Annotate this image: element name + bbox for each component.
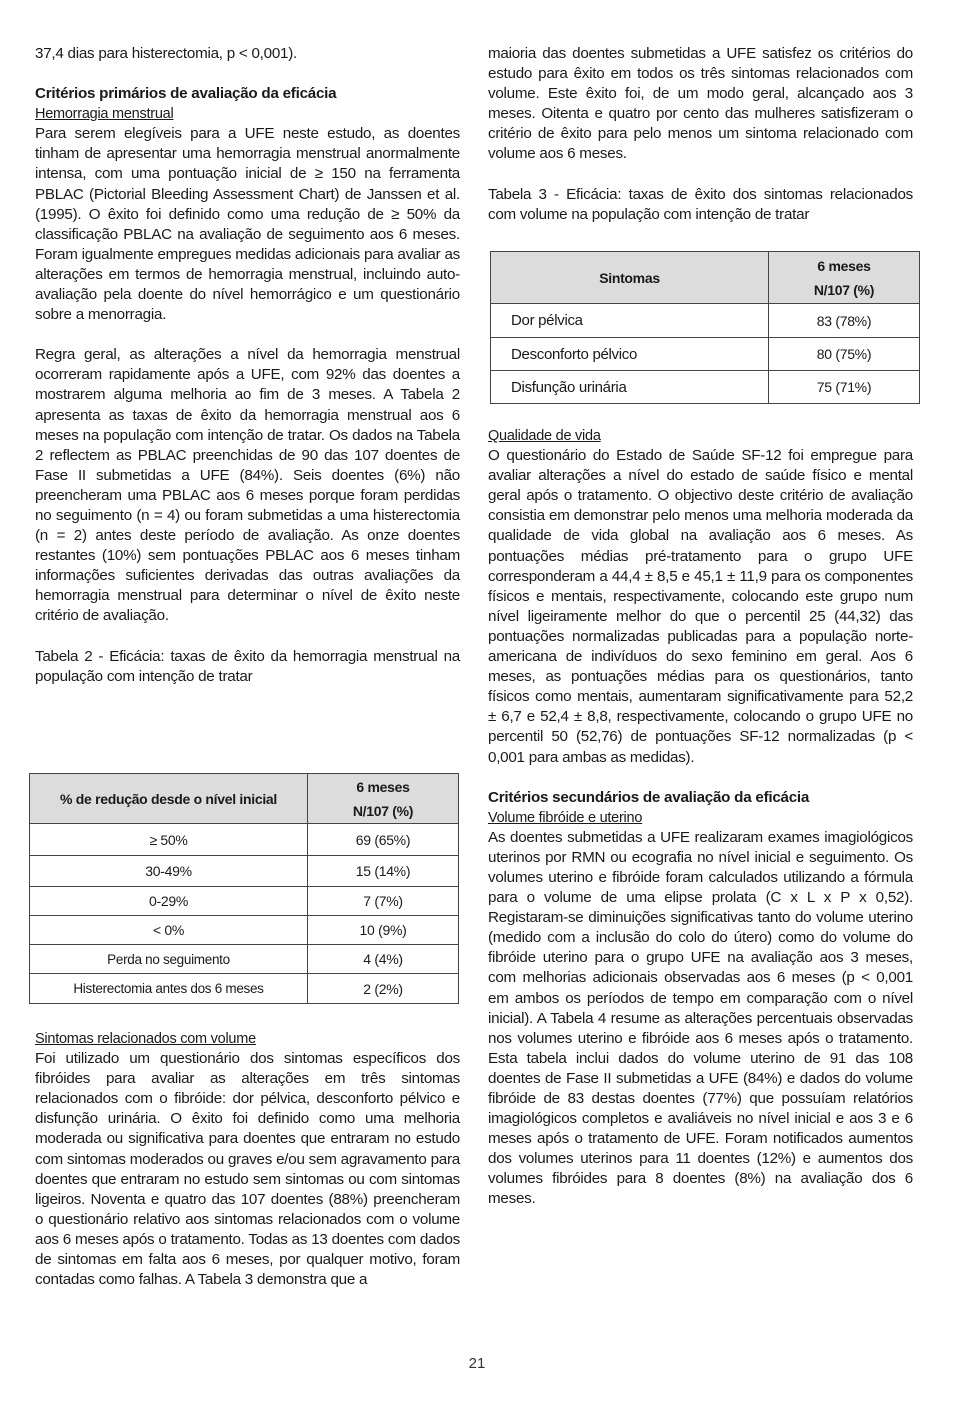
table-cell-value: 80 (75%) <box>769 338 920 371</box>
symptoms-paragraph: Foi utilizado um questionário dos sintomas específicos dos fibróides para avaliar as alterações em três sintomas relacionados com o fibróide: dor pélvica, desconforto pélvico e disfunção urinária. O êxito foi definido como uma melhoria moderada ou significativa para doentes que entraram no estudo com sintomas moderados ou graves e/ou sem agravamento para doentes que entraram no estudo sem sintomas ou com sintomas ligeiros. Noventa e quatro das 107 doentes (88%) preencheram o questionário relativo aos sintomas relacionados com o volume aos 6 meses após o tratamento. Todas as 13 doentes com dados de sintomas em falta aos 6 meses, por qualquer motivo, foram contadas como falhas. A Tabela 3 demonstra que a <box>35 1050 460 1289</box>
table3-header-symptoms: Sintomas <box>491 252 769 304</box>
table-cell-label: ≥ 50% <box>30 824 308 856</box>
table-cell-label: Perda no seguimento <box>30 945 308 974</box>
secondary-criteria-heading: Critérios secundários de avaliação da eficácia <box>488 788 810 806</box>
table3-header-6-months: 6 meses N/107 (%) <box>769 252 920 304</box>
table-row <box>491 304 920 338</box>
volume-success-paragraph: maioria das doentes submetidas a UFE satisfez os critérios do estudo para êxito em todos os três sintomas relacionados com volume. Este êxito foi, de um modo geral, alcançado aos 3 meses. Oitenta e quatro por cento das mulheres satisfizeram o critério de êxito para pelo menos um sintoma relacionado com volume aos 6 meses. <box>488 45 913 163</box>
table2-header-reduction: % de redução desde o nível inicial <box>30 774 308 824</box>
table-row <box>30 824 459 856</box>
menstrual-bleeding-subheading: Hemorragia menstrual <box>35 106 174 123</box>
table-cell-label: Histerectomia antes dos 6 meses <box>30 974 308 1004</box>
table3-caption: Tabela 3 - Eficácia: taxas de êxito dos sintomas relacionados com volume na população com intenção de tratar <box>488 185 913 223</box>
intro-text: 37,4 dias para histerectomia, p < 0,001). <box>35 45 298 62</box>
quality-of-life-subheading: Qualidade de vida <box>488 428 601 444</box>
table-row <box>30 887 459 916</box>
table-cell-label: Dor pélvica <box>491 304 769 338</box>
right-column-lower <box>488 426 913 1210</box>
table-cell-label: Desconforto pélvico <box>491 338 769 371</box>
eligibility-paragraph: Para serem elegíveis para a UFE neste estudo, as doentes tinham de apresentar uma hemorragia menstrual anormalmente intensa, com uma pontuação inicial de ≥ 150 na ferramenta PBLAC (Pictorial Bleeding Assessment Chart) de Janssen et al. (1995). O êxito foi definido como uma redução de ≥ 50% da classificação PBLAC na avaliação de seguimento aos 6 meses. Foram igualmente empregues medidas adicionais para avaliar as alterações em termos de hemorragia menstrual, incluindo auto-avaliação pela doente do nível hemorrágico e um questionário sobre a menorragia. <box>35 125 460 324</box>
table-row <box>491 371 920 404</box>
table2-header-6-months: 6 meses N/107 (%) <box>308 774 459 824</box>
table-cell-label: Disfunção urinária <box>491 371 769 404</box>
table-cell-value: 4 (4%) <box>308 945 459 974</box>
table-cell-label: 0-29% <box>30 887 308 916</box>
right-column <box>488 44 913 225</box>
table-cell-value: 2 (2%) <box>308 974 459 1004</box>
table-row <box>30 916 459 945</box>
page-number: 21 <box>468 1355 486 1372</box>
table-row <box>491 338 920 371</box>
table-row <box>30 856 459 887</box>
fibroid-volume-subheading: Volume fibróide e uterino <box>488 809 643 826</box>
sf12-paragraph: O questionário do Estado de Saúde SF-12 foi empregue para avaliar alterações a nível do estado de saúde físico e mental geral após o tratamento. O objectivo deste critério de avaliação consistia em demonstrar pelo menos uma melhoria moderada da qualidade de vida global na avaliação aos 6 meses. As pontuações médias pré-tratamento para o grupo UFE corresponderam a 44,4 ± 8,5 e 45,1 ± 11,9 para os componentes físicos e mentais, respectivamente, colocando este grupo num nível ligeiramente melhor do que o percentil 25 (44,32) das pontuações normalizadas publicadas para a população norte-americana de indivíduos do sexo feminino em geral. Aos 6 meses, as pontuações médias para os questionários, tanto físicos como mentais, aumentaram significativamente para 52,2 ± 6,7 e 52,4 ± 8,8, respectivamente, colocando o grupo UFE no percentil 50 (52,76) de pontuações SF-12 normalizadas (p < 0,001 para ambas as medidas). <box>488 447 913 766</box>
table-cell-label: < 0% <box>30 916 308 945</box>
table-cell-value: 83 (78%) <box>769 304 920 338</box>
left-column-lower <box>35 1029 460 1290</box>
bleeding-changes-paragraph: Regra geral, as alterações a nível da hemorragia menstrual ocorreram rapidamente após a UFE, com 92% das doentes a mostrarem alguma melhoria ao fim de 3 meses. A Tabela 2 apresenta as taxas de êxito da hemorragia menstrual aos 6 meses na população com intenção de tratar. Os dados na Tabela 2 reflectem as PBLAC preenchidas de 90 das 107 doentes de Fase II submetidas a UFE (84%). Seis doentes (6%) não preencheram uma PBLAC aos 6 meses porque foram perdidas no seguimento (n = 4) ou foram submetidas a uma histerectomia (n = 2) antes deste período de avaliação. As onze doentes restantes (10%) sem pontuações PBLAC aos 6 meses tinham informações suficientes derivadas das outras avaliações da hemorragia menstrual para determinar o nível de êxito neste critério de avaliação. <box>35 346 460 625</box>
table-row <box>30 974 459 1004</box>
table-cell-value: 7 (7%) <box>308 887 459 916</box>
table-cell-value: 10 (9%) <box>308 916 459 945</box>
table-cell-value: 15 (14%) <box>308 856 459 887</box>
table-3-symptom-success <box>490 251 920 404</box>
left-column <box>35 44 460 687</box>
imaging-paragraph: As doentes submetidas a UFE realizaram exames imagiológicos uterinos por RMN ou ecografia no nível inicial e seguimento. Os volumes uterino e fibróide foram calculados utilizando a fórmula para o volume de uma elipse prolata (C x L x P x 0,52). Registaram-se diminuições significativas tanto do volume uterino (medido com a inclusão do colo do útero) como do volume do fibróide uterino para o grupo UFE na avaliação aos 3 meses, com melhorias adicionais observadas aos 6 meses (p < 0,001 em ambos os períodos de tempo em comparação com o nível inicial). A Tabela 4 resume as alterações percentuais observadas nos volumes uterino e fibróide aos 6 meses após o tratamento. Esta tabela inclui dados do volume uterino de 91 das 108 doentes de Fase II submetidas a UFE (84%) e dados do volume fibróide de 83 destas doentes (77%) que possuíam relatórios imagiológicos completos e avaliáveis no nível inicial e aos 3 e 6 meses após o tratamento de UFE. Foram notificados aumentos dos volumes uterinos para 11 doentes (12%) e aumentos dos volumes fibróides para 8 doentes (8%) na avaliação dos 6 meses. <box>488 828 913 1208</box>
primary-criteria-heading: Critérios primários de avaliação da eficácia <box>35 85 337 103</box>
table2-caption: Tabela 2 - Eficácia: taxas de êxito da hemorragia menstrual na população com intenção de tratar <box>35 647 460 685</box>
table-row <box>30 945 459 974</box>
table-cell-value: 75 (71%) <box>769 371 920 404</box>
volume-symptoms-subheading: Sintomas relacionados com volume <box>35 1031 256 1047</box>
table-cell-label: 30-49% <box>30 856 308 887</box>
table-cell-value: 69 (65%) <box>308 824 459 856</box>
table-2-bleeding-success <box>29 773 459 1004</box>
